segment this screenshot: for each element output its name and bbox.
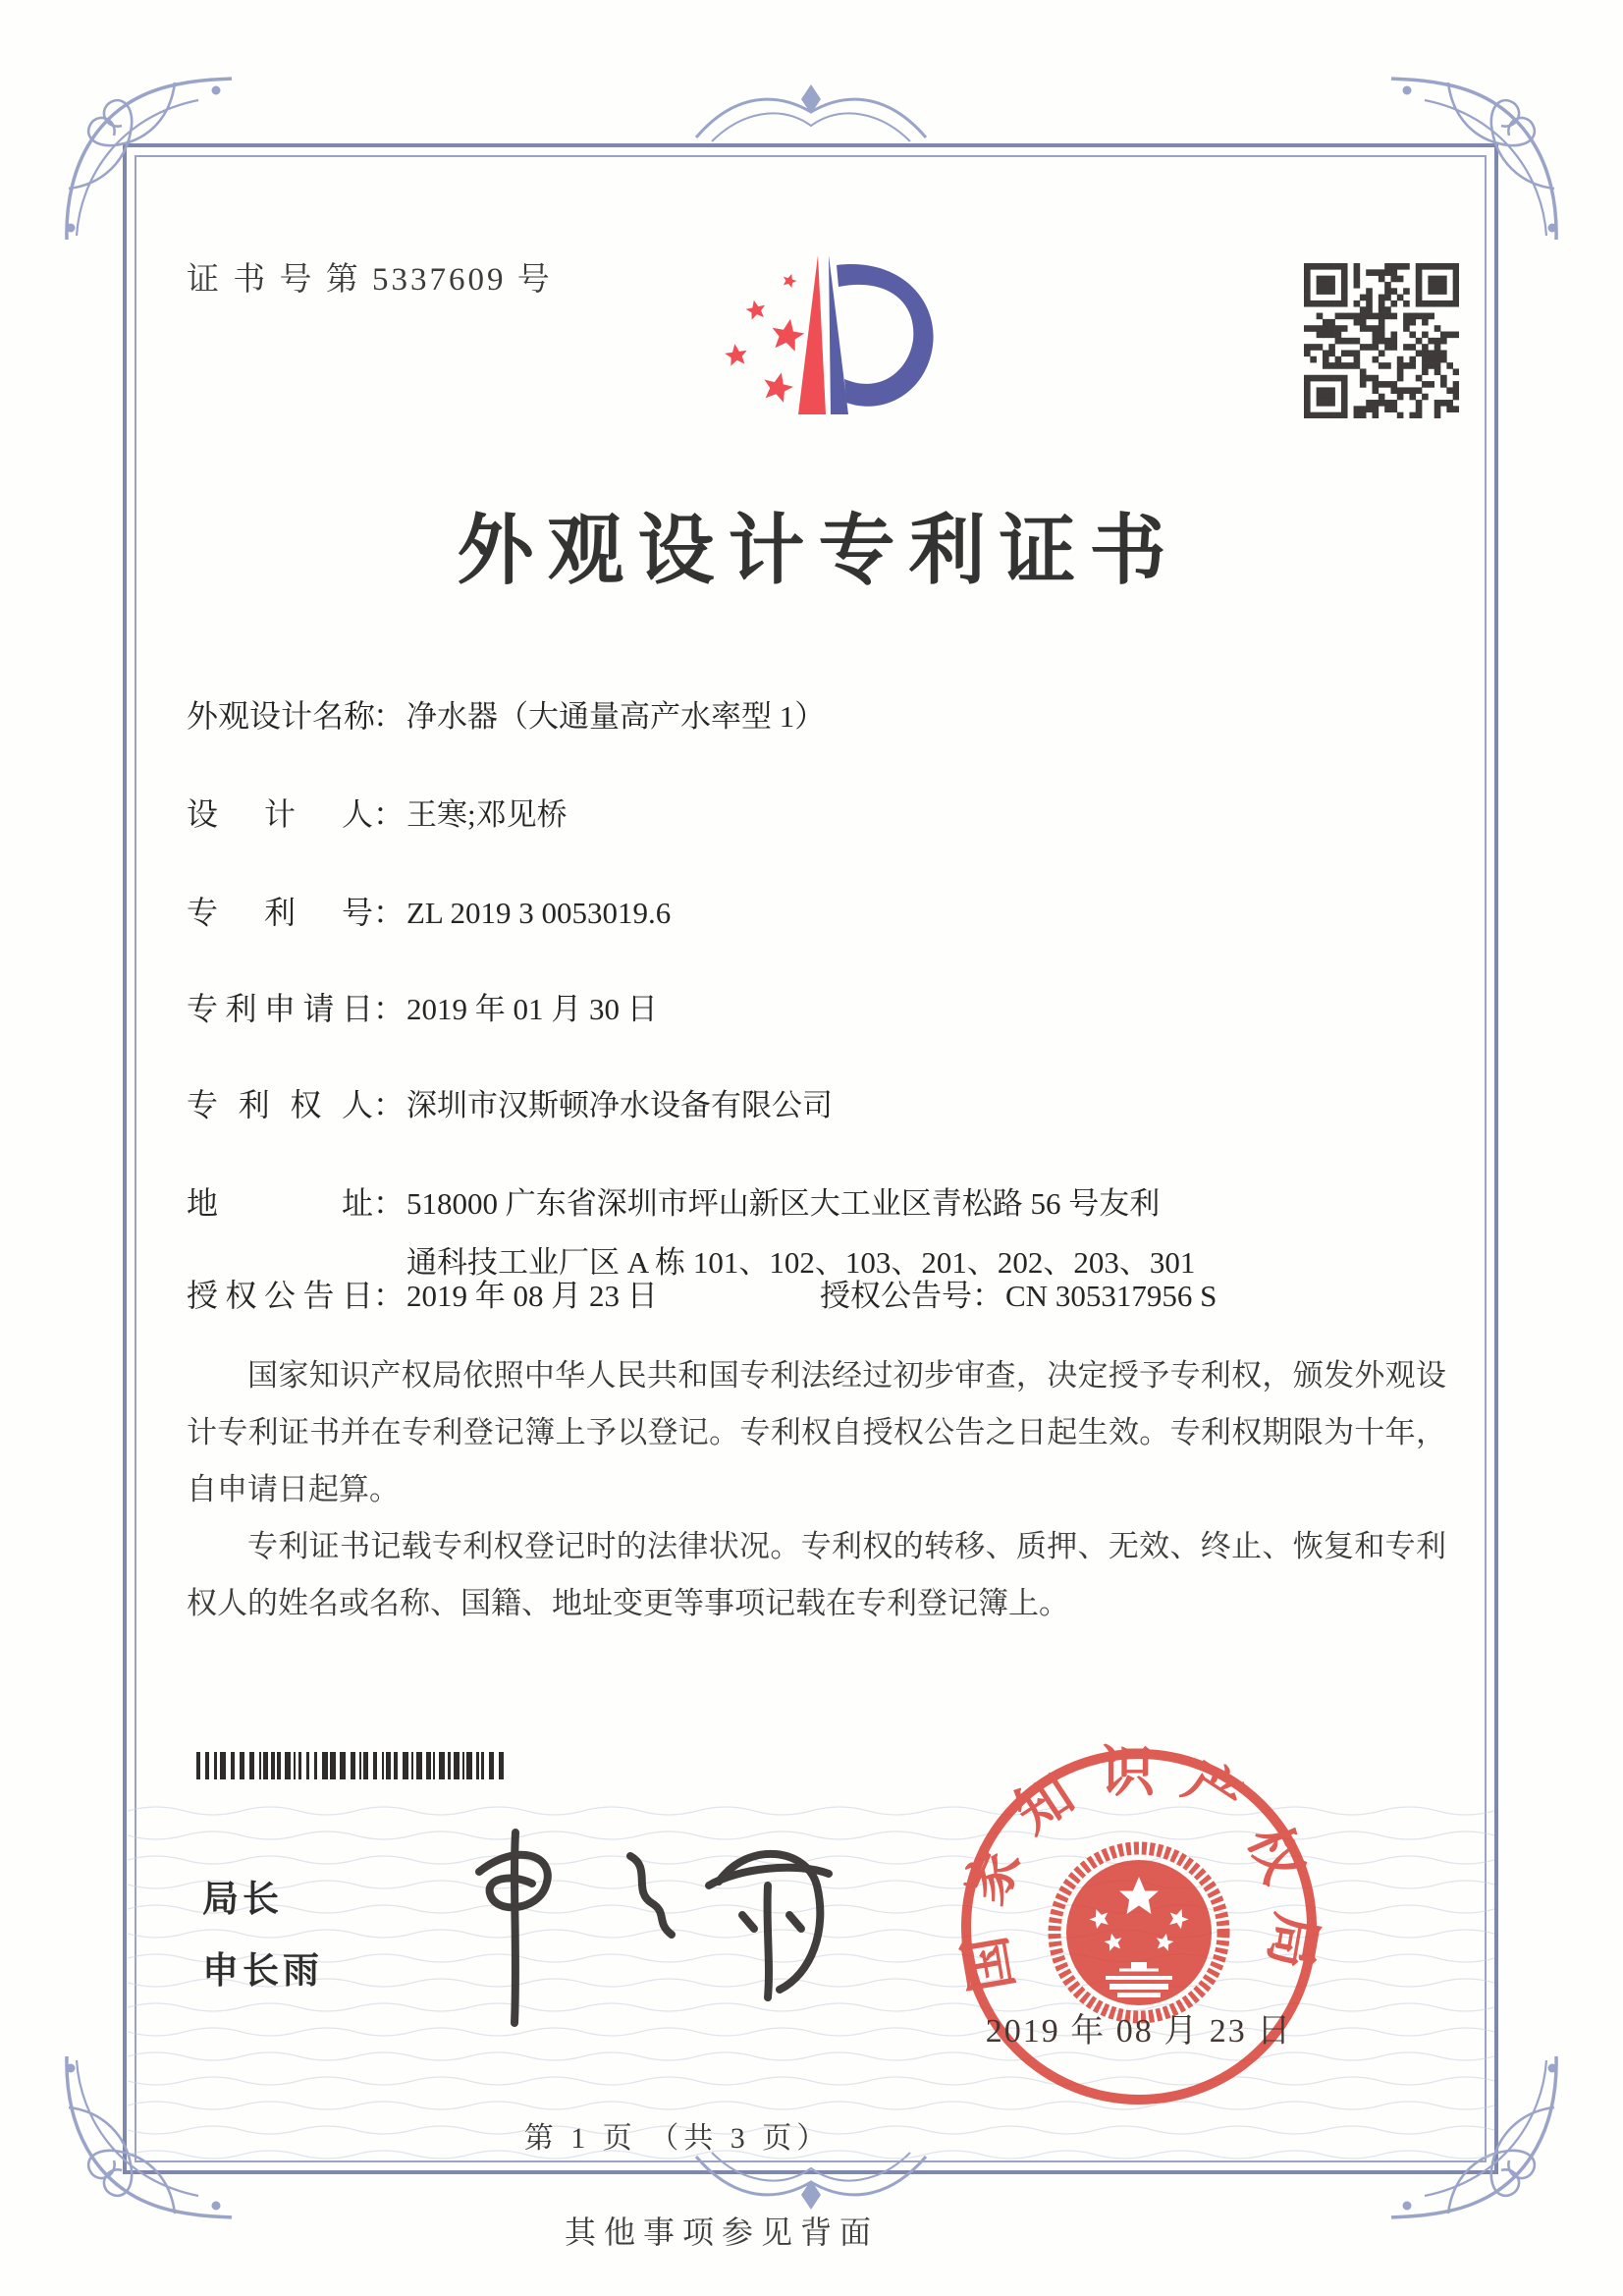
field-row-patentee xyxy=(187,1080,833,1125)
label-colon: ： xyxy=(373,1087,406,1122)
label-colon: ： xyxy=(972,1278,1004,1313)
field-label: 专利申请日 xyxy=(187,991,373,1026)
field-value: 王寒;邓见桥 xyxy=(406,797,568,832)
field-label: 外观设计名称 xyxy=(187,698,376,734)
field-row-patent-number xyxy=(187,888,671,933)
legal-paragraph-2: 专利证书记载专利权登记时的法律状况。专利权的转移、质押、无效、终止、恢复和专利权人的姓名或名称、国籍、地址变更等事项记载在专利登记簿上。 xyxy=(187,1529,1446,1620)
field-value: 净水器（大通量高产水率型 1） xyxy=(406,699,826,734)
field-value-line1: 518000 广东省深圳市坪山新区大工业区青松路 56 号友利 xyxy=(406,1186,1161,1221)
page-number: 第 1 页 （共 3 页） xyxy=(523,2122,832,2155)
field-value: 深圳市汉斯顿净水设备有限公司 xyxy=(406,1088,833,1122)
field-row-designer xyxy=(187,790,568,835)
label-colon: ： xyxy=(373,698,406,734)
official-seal xyxy=(950,1738,1327,2115)
field-value-line2: 通科技工业厂区 A 栋 101、102、103、201、202、203、301 xyxy=(406,1245,1196,1280)
field-row-grant xyxy=(187,1271,1448,1316)
field-value: CN 305317956 S xyxy=(1005,1279,1217,1313)
field-row-design-name xyxy=(187,691,825,737)
field-value: ZL 2019 3 0053019.6 xyxy=(406,896,672,930)
field-value: 2019 年 08 月 23 日 xyxy=(406,1279,658,1313)
commissioner-signature-handwriting xyxy=(422,1825,844,2031)
field-label: 专 利 权 人 xyxy=(187,1087,373,1122)
top-center-ornament-icon xyxy=(690,77,932,151)
field-pair-grant-number xyxy=(820,1271,1217,1316)
commissioner-title: 局长 xyxy=(202,1879,283,1919)
label-colon: ： xyxy=(373,991,406,1026)
seal-ring-text: 国家知识产权局 xyxy=(950,1742,1327,1996)
back-side-note: 其他事项参见背面 xyxy=(564,2214,879,2250)
field-row-filing-date xyxy=(187,984,658,1029)
commissioner-name: 申长雨 xyxy=(202,1950,323,1991)
national-emblem-icon xyxy=(1055,1848,1223,2017)
label-colon: ： xyxy=(373,1278,406,1313)
field-row-address xyxy=(187,1178,1195,1282)
field-value: 2019 年 01 月 30 日 xyxy=(406,992,658,1026)
label-colon: ： xyxy=(373,796,406,832)
field-label: 设 计 人 xyxy=(187,796,373,832)
certificate-number: 证 书 号 第 5337609 号 xyxy=(187,262,553,298)
barcode xyxy=(196,1752,505,1779)
field-label: 授权公告号 xyxy=(820,1279,972,1313)
field-label: 专 利 号 xyxy=(187,895,373,930)
qr-code xyxy=(1304,263,1459,418)
field-label: 地 址 xyxy=(187,1185,373,1221)
label-colon: ： xyxy=(373,895,406,930)
label-colon: ： xyxy=(373,1185,406,1221)
legal-text xyxy=(187,1347,1446,1632)
field-label: 授权公告日 xyxy=(187,1278,373,1313)
seal-date: 2019 年 08 月 23 日 xyxy=(985,2013,1293,2050)
certificate-title: 外观设计专利证书 xyxy=(457,508,1180,593)
cnipa-logo xyxy=(699,246,954,457)
legal-paragraph-1: 国家知识产权局依照中华人民共和国专利法经过初步审查，决定授予专利权，颁发外观设计专利证书并在专利登记簿上予以登记。专利权自授权公告之日起生效。专利权期限为十年，自申请日起算。 xyxy=(187,1358,1446,1506)
